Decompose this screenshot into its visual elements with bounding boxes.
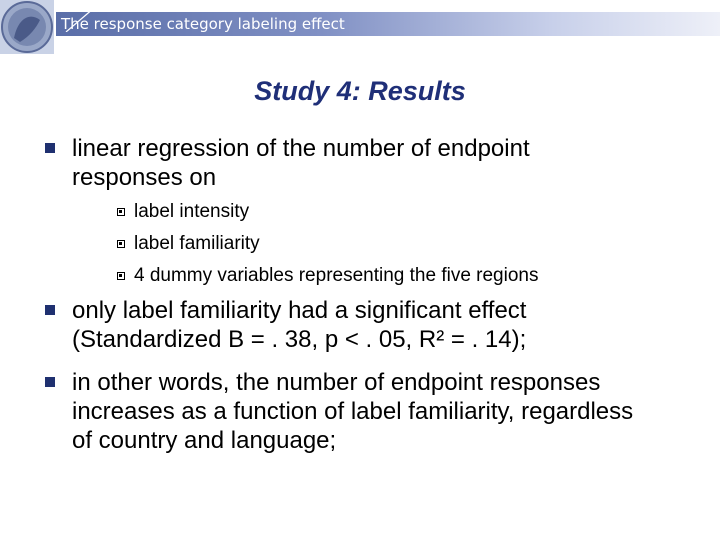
- bullet-item: [72, 134, 592, 192]
- hollow-square-bullet-icon: [117, 240, 125, 248]
- slide-title: Study 4: Results: [254, 76, 466, 106]
- sub-bullet-text: 4 dummy variables representing the five regions: [134, 265, 539, 286]
- hollow-square-bullet-icon: [117, 272, 125, 280]
- sub-bullet-item: [134, 233, 654, 255]
- header-title: The response category labeling effect: [61, 15, 345, 33]
- bullet-text: only label familiarity had a significant effect (Standardized B = . 38, p < . 05, R² = . 14);: [72, 297, 527, 353]
- bullet-item: [72, 296, 582, 354]
- sub-bullet-item: [134, 265, 654, 287]
- bullet-text: in other words, the number of endpoint responses increases as a function of label familiarity, regardless of country and language;: [72, 369, 634, 454]
- institution-logo: [0, 0, 54, 54]
- bullet-text: linear regression of the number of endpoint responses on: [72, 135, 530, 191]
- square-bullet-icon: [45, 305, 55, 315]
- sub-bullet-text: label intensity: [134, 201, 250, 222]
- square-bullet-icon: [45, 377, 55, 387]
- hollow-square-bullet-icon: [117, 208, 125, 216]
- square-bullet-icon: [45, 143, 55, 153]
- sub-bullet-text: label familiarity: [134, 233, 260, 254]
- bullet-item: [72, 368, 652, 455]
- sub-bullet-item: [134, 201, 654, 223]
